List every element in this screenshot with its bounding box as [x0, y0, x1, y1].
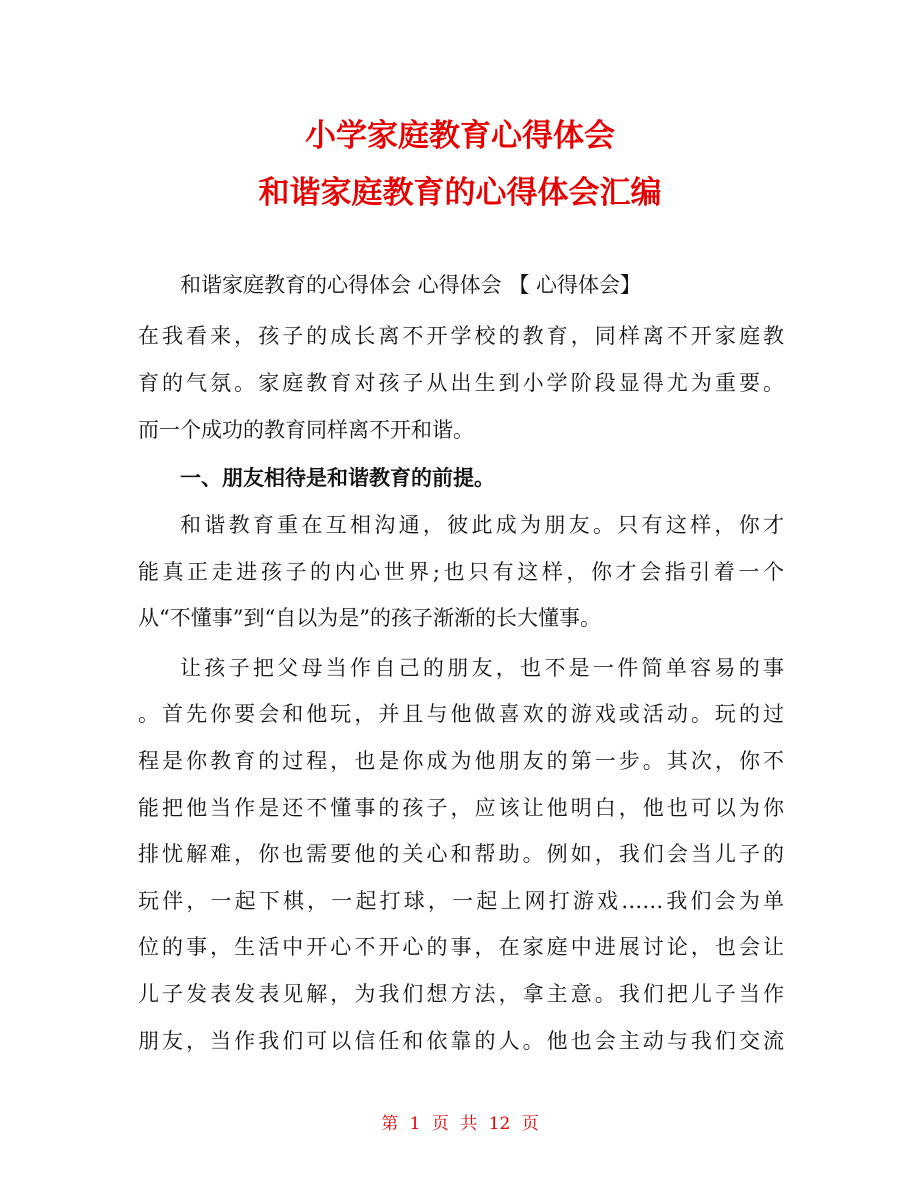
document-subtitle: 和谐家庭教育的心得体会汇编 [258, 175, 662, 211]
paragraph-line: 玩伴，一起下棋，一起打球，一起上网打游戏……我们会为单 [138, 889, 784, 913]
page-footer: 第 1 页 共 12 页 [381, 1114, 539, 1134]
paragraph-line: 程是你教育的过程，也是你成为他朋友的第一步。其次，你不 [138, 749, 784, 773]
paragraph-line: 儿子发表发表见解，为我们想方法，拿主意。我们把儿子当作 [138, 982, 784, 1006]
paragraph-line: 。首先你要会和他玩，并且与他做喜欢的游戏或活动。玩的过 [138, 702, 784, 726]
paragraph-line: 而一个成功的教育同样离不开和谐。 [138, 418, 474, 442]
paragraph-line: 从“不懂事”到“自以为是”的孩子渐渐的长大懂事。 [138, 606, 601, 630]
paragraph-line: 能把他当作是还不懂事的孩子，应该让他明白，他也可以为你 [138, 796, 784, 820]
paragraph-line: 让孩子把父母当作自己的朋友，也不是一件简单容易的事 [180, 656, 784, 680]
intro-line: 和谐家庭教育的心得体会 心得体会 【 心得体会】 [180, 273, 642, 297]
document-title: 小学家庭教育心得体会 [305, 118, 615, 154]
paragraph-line: 朋友，当作我们可以信任和依靠的人。他也会主动与我们交流 [138, 1029, 784, 1053]
paragraph-line: 在我看来，孩子的成长离不开学校的教育，同样离不开家庭教 [138, 324, 784, 348]
paragraph-line: 位的事，生活中开心不开心的事，在家庭中进展讨论，也会让 [138, 935, 784, 959]
paragraph-line: 和谐教育重在互相沟通，彼此成为朋友。只有这样，你才 [180, 513, 784, 537]
section-heading: 一、朋友相待是和谐教育的前提。 [180, 466, 495, 490]
paragraph-line: 育的气氛。家庭教育对孩子从出生到小学阶段显得尤为重要。 [138, 371, 784, 395]
paragraph-line: 排忧解难，你也需要他的关心和帮助。例如，我们会当儿子的 [138, 842, 784, 866]
paragraph-line: 能真正走进孩子的内心世界;也只有这样，你才会指引着一个 [138, 560, 784, 584]
